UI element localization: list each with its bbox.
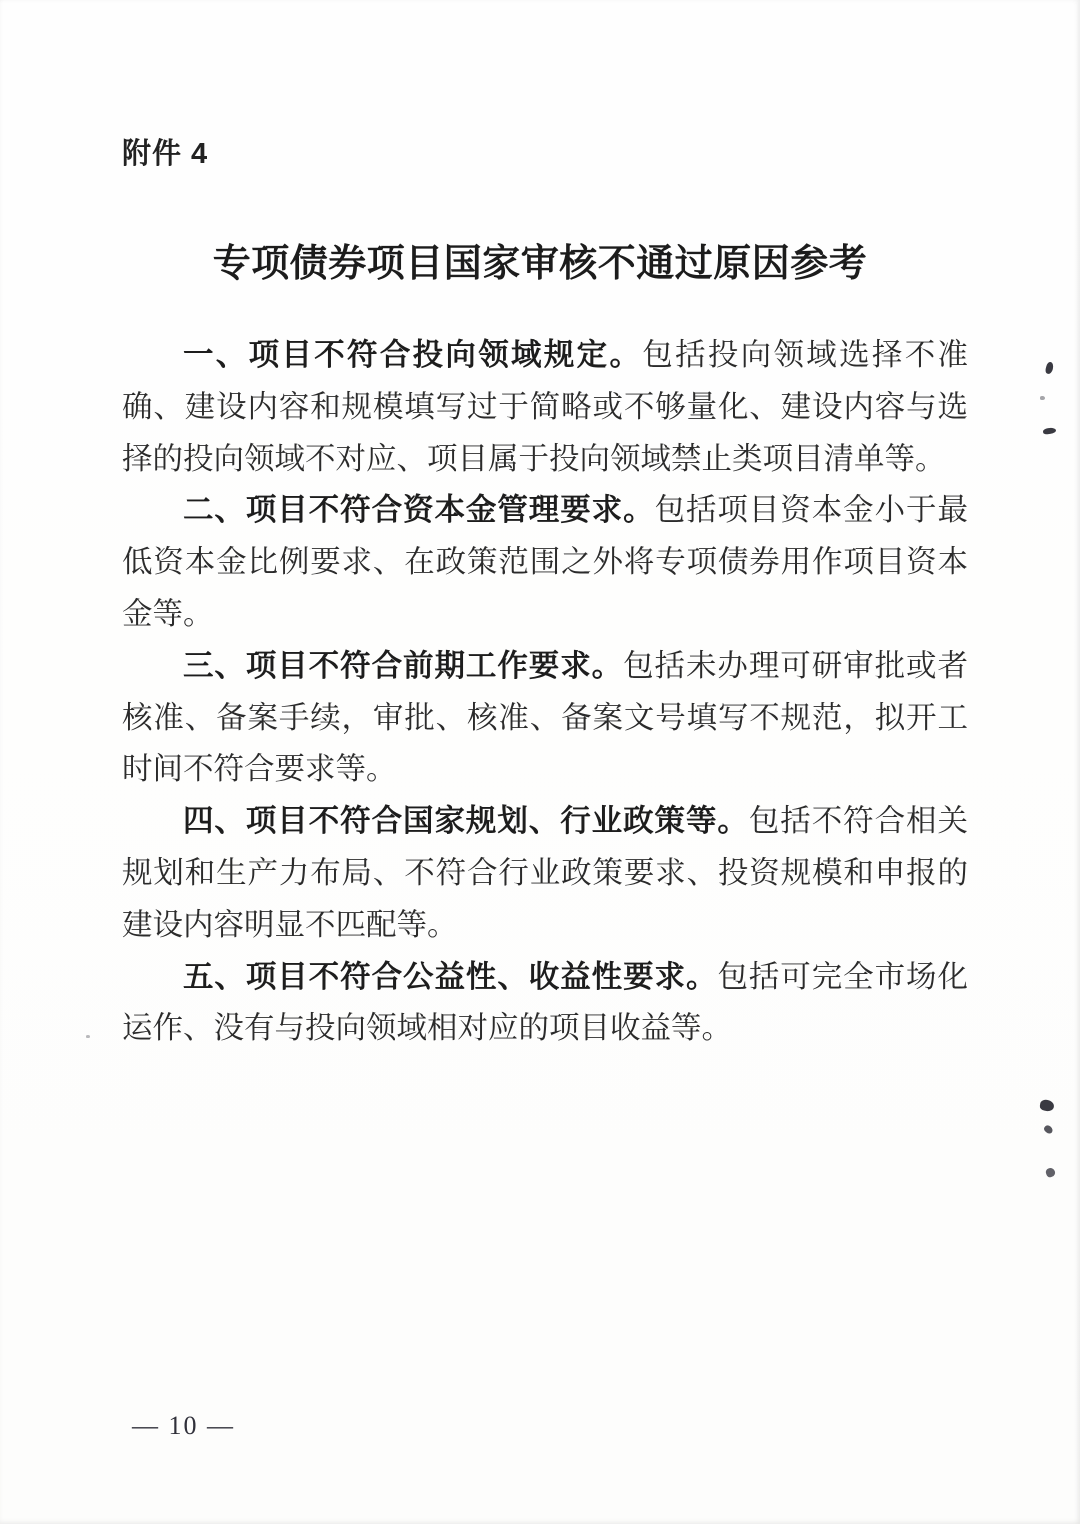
paragraph-5 bbox=[122, 952, 968, 1056]
paragraph-4-lead: 四、项目不符合国家规划、行业政策等。 bbox=[183, 804, 749, 839]
scan-artifact bbox=[1043, 427, 1057, 435]
paragraph-5-text: 包括可完全市场化运作、没有与投向领域相对应的项目收益等。 bbox=[122, 959, 968, 1046]
paragraph-5-lead: 五、项目不符合公益性、收益性要求。 bbox=[183, 959, 718, 994]
scan-artifact bbox=[1045, 361, 1055, 374]
paragraph-4-text: 包括不符合相关规划和生产力布局、不符合行业政策要求、投资规模和申报的建设内容明显不匹配等。 bbox=[122, 804, 968, 942]
paragraph-3-lead: 三、项目不符合前期工作要求。 bbox=[183, 648, 624, 683]
scan-artifact bbox=[1039, 1099, 1055, 1112]
scan-artifact bbox=[1043, 1124, 1054, 1135]
attachment-label: 附件 4 bbox=[122, 138, 209, 170]
paragraph-2-text: 包括项目资本金小于最低资本金比例要求、在政策范围之外将专项债券用作项目资本金等。 bbox=[122, 493, 968, 631]
scan-artifact bbox=[86, 1035, 90, 1038]
paragraph-1-lead: 一、项目不符合投向领域规定。 bbox=[183, 338, 643, 372]
scan-artifact bbox=[1045, 1167, 1057, 1179]
paragraph-3 bbox=[122, 641, 968, 796]
paragraph-2 bbox=[122, 485, 968, 640]
paragraph-3-text: 包括未办理可研审批或者核准、备案手续，审批、核准、备案文号填写不规范，拟开工时间不符合要求等。 bbox=[122, 648, 968, 787]
paragraph-4 bbox=[122, 796, 968, 951]
scan-artifact bbox=[1040, 396, 1045, 400]
document-body bbox=[122, 330, 968, 1055]
paragraph-2-lead: 二、项目不符合资本金管理要求。 bbox=[183, 493, 655, 528]
paragraph-1-text: 包括投向领域选择不准确、建设内容和规模填写过于简略或不够量化、建设内容与选择的投向领域不对应、项目属于投向领域禁止类项目清单等。 bbox=[122, 338, 969, 476]
document-title: 专项债券项目国家审核不通过原因参考 bbox=[212, 243, 868, 285]
page-number: — 10 — bbox=[132, 1411, 235, 1440]
paragraph-1 bbox=[122, 330, 968, 485]
